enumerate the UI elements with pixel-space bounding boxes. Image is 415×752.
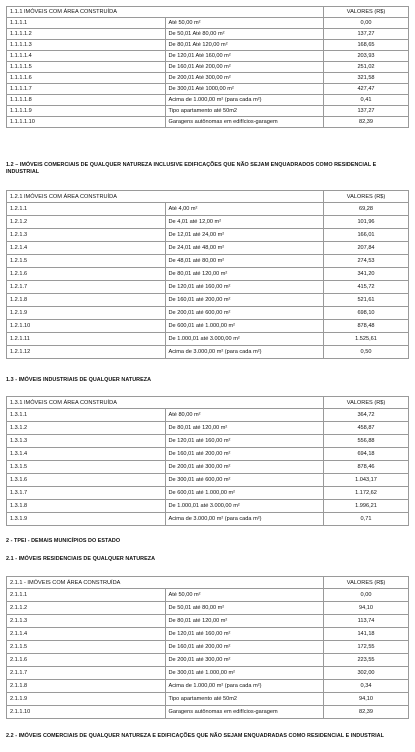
table-2-1-1 bbox=[6, 576, 409, 719]
row-value: 321,58 bbox=[324, 73, 409, 84]
section-heading-1-3: 1.3 - IMÓVEIS INDUSTRIAIS DE QUALQUER NATUREZA bbox=[6, 377, 152, 383]
table-header-row bbox=[7, 397, 409, 409]
row-code: 2.1.1.3 bbox=[7, 615, 166, 628]
row-description: Até 4,00 m² bbox=[165, 203, 324, 216]
row-description: De 300,01 Até 1000,00 m² bbox=[165, 84, 324, 95]
row-value: 0,50 bbox=[324, 346, 409, 359]
row-description: De 160,01 até 200,00 m² bbox=[165, 448, 324, 461]
row-code: 1.1.1.1.2 bbox=[7, 29, 166, 40]
row-code: 2.1.1.1 bbox=[7, 589, 166, 602]
row-code: 1.1.1.1.10 bbox=[7, 117, 166, 128]
row-description: De 200,01 até 300,00 m² bbox=[165, 461, 324, 474]
values-column-header: VALORES (R$) bbox=[324, 7, 409, 18]
row-description: De 600,01 até 1.000,00 m² bbox=[165, 320, 324, 333]
table-header-label: 2.1.1 - IMÓVEIS COM ÁREA CONSTRUÍDA bbox=[7, 577, 324, 589]
table-row bbox=[7, 422, 409, 435]
row-value: 141,18 bbox=[324, 628, 409, 641]
row-value: 427,47 bbox=[324, 84, 409, 95]
table-row bbox=[7, 294, 409, 307]
row-description: De 600,01 até 1.000,00 m² bbox=[165, 487, 324, 500]
row-value: 878,48 bbox=[324, 320, 409, 333]
row-code: 1.2.1.8 bbox=[7, 294, 166, 307]
table-row bbox=[7, 654, 409, 667]
row-value: 458,87 bbox=[324, 422, 409, 435]
row-code: 1.3.1.9 bbox=[7, 513, 166, 526]
table-1-1-1 bbox=[6, 6, 409, 128]
row-value: 113,74 bbox=[324, 615, 409, 628]
row-description: Acima de 3.000,00 m² (para cada m²) bbox=[165, 346, 324, 359]
section-heading-2-2: 2.2 - IMÓVEIS COMERCIAIS DE QUALQUER NATUREZA E EDIFICAÇÕES QUE NÃO SEJAM ENQUADRADAS COMO RESIDENCIAL E INDUSTRIAL bbox=[6, 733, 384, 739]
table-row bbox=[7, 320, 409, 333]
table-row bbox=[7, 346, 409, 359]
row-description: De 160,01 Até 200,00 m² bbox=[165, 62, 324, 73]
table-row bbox=[7, 216, 409, 229]
row-description: De 300,01 até 1.000,00 m² bbox=[165, 667, 324, 680]
row-description: De 1.000,01 até 3.000,00 m² bbox=[165, 333, 324, 346]
table-header-label: 1.2.1 IMÓVEIS COM ÁREA CONSTRUÍDA bbox=[7, 191, 324, 203]
row-code: 1.1.1.1.3 bbox=[7, 40, 166, 51]
row-value: 0,00 bbox=[324, 589, 409, 602]
row-description: De 1.000,01 até 3.000,00 m² bbox=[165, 500, 324, 513]
row-description: De 80,01 Até 120,00 m² bbox=[165, 40, 324, 51]
table-row bbox=[7, 62, 409, 73]
row-value: 69,28 bbox=[324, 203, 409, 216]
table-row bbox=[7, 628, 409, 641]
row-description: De 48,01 até 80,00 m² bbox=[165, 255, 324, 268]
row-description: De 120,01 até 160,00 m² bbox=[165, 281, 324, 294]
table-row bbox=[7, 18, 409, 29]
table-row bbox=[7, 615, 409, 628]
row-value: 341,20 bbox=[324, 268, 409, 281]
row-value: 101,96 bbox=[324, 216, 409, 229]
row-value: 1.172,62 bbox=[324, 487, 409, 500]
table-row bbox=[7, 435, 409, 448]
row-value: 94,10 bbox=[324, 693, 409, 706]
row-code: 1.2.1.9 bbox=[7, 307, 166, 320]
row-value: 274,53 bbox=[324, 255, 409, 268]
row-description: De 120,01 até 160,00 m² bbox=[165, 435, 324, 448]
row-value: 137,27 bbox=[324, 106, 409, 117]
row-description: Até 50,00 m² bbox=[165, 589, 324, 602]
row-code: 1.3.1.4 bbox=[7, 448, 166, 461]
row-code: 1.1.1.1.7 bbox=[7, 84, 166, 95]
table-row bbox=[7, 95, 409, 106]
row-description: Acima de 1.000,00 m² (para cada m²) bbox=[165, 95, 324, 106]
row-value: 223,55 bbox=[324, 654, 409, 667]
row-description: De 200,01 até 300,00 m² bbox=[165, 654, 324, 667]
row-value: 302,00 bbox=[324, 667, 409, 680]
table-row bbox=[7, 333, 409, 346]
row-code: 2.1.1.7 bbox=[7, 667, 166, 680]
table-row bbox=[7, 500, 409, 513]
row-value: 207,84 bbox=[324, 242, 409, 255]
table-header-row bbox=[7, 7, 409, 18]
row-description: Garagens autônomas em edifícios-garagem bbox=[165, 117, 324, 128]
table-row bbox=[7, 409, 409, 422]
row-code: 2.1.1.6 bbox=[7, 654, 166, 667]
row-description: De 300,01 até 600,00 m² bbox=[165, 474, 324, 487]
row-value: 415,72 bbox=[324, 281, 409, 294]
row-description: De 200,01 Até 300,00 m² bbox=[165, 73, 324, 84]
table-row bbox=[7, 513, 409, 526]
row-code: 1.3.1.7 bbox=[7, 487, 166, 500]
row-code: 1.1.1.1.5 bbox=[7, 62, 166, 73]
row-value: 137,27 bbox=[324, 29, 409, 40]
row-value: 0,41 bbox=[324, 95, 409, 106]
row-code: 1.1.1.1 bbox=[7, 18, 166, 29]
row-value: 203,93 bbox=[324, 51, 409, 62]
row-description: De 50,01 até 80,00 m² bbox=[165, 602, 324, 615]
section-heading-1-2: 1.2 – IMÓVEIS COMERCIAIS DE QUALQUER NATUREZA INCLUSIVE EDIFICAÇÕES QUE NÃO SEJAM ENQUADRADOS COMO RESIDENCIAL E INDUSTRIAL bbox=[6, 162, 377, 175]
table-row bbox=[7, 106, 409, 117]
row-code: 2.1.1.9 bbox=[7, 693, 166, 706]
row-code: 1.2.1.12 bbox=[7, 346, 166, 359]
row-code: 1.2.1.5 bbox=[7, 255, 166, 268]
row-description: Tipo apartamento até 50m2 bbox=[165, 106, 324, 117]
row-value: 82,39 bbox=[324, 706, 409, 719]
row-code: 1.3.1.2 bbox=[7, 422, 166, 435]
table-row bbox=[7, 706, 409, 719]
row-code: 1.3.1.3 bbox=[7, 435, 166, 448]
table-row bbox=[7, 268, 409, 281]
row-code: 1.2.1.6 bbox=[7, 268, 166, 281]
row-value: 82,39 bbox=[324, 117, 409, 128]
row-value: 0,71 bbox=[324, 513, 409, 526]
table-row bbox=[7, 461, 409, 474]
table-header-label: 1.3.1 IMÓVEIS COM ÁREA CONSTRUÍDA bbox=[7, 397, 324, 409]
row-value: 166,01 bbox=[324, 229, 409, 242]
row-description: Garagens autônomas em edifícios-garagem bbox=[165, 706, 324, 719]
row-description: Tipo apartamento até 50m2 bbox=[165, 693, 324, 706]
row-value: 1.996,21 bbox=[324, 500, 409, 513]
row-description: De 160,01 até 200,00 m² bbox=[165, 294, 324, 307]
row-code: 1.1.1.1.9 bbox=[7, 106, 166, 117]
row-code: 1.2.1.4 bbox=[7, 242, 166, 255]
row-description: De 80,01 até 120,00 m² bbox=[165, 268, 324, 281]
row-value: 0,00 bbox=[324, 18, 409, 29]
row-code: 2.1.1.8 bbox=[7, 680, 166, 693]
section-heading-2: 2 - TPEI - DEMAIS MUNICÍPIOS DO ESTADO bbox=[6, 538, 121, 544]
table-1-2-1 bbox=[6, 190, 409, 359]
row-description: De 160,01 até 200,00 m² bbox=[165, 641, 324, 654]
table-row bbox=[7, 40, 409, 51]
row-value: 878,46 bbox=[324, 461, 409, 474]
table-row bbox=[7, 117, 409, 128]
row-value: 94,10 bbox=[324, 602, 409, 615]
row-code: 2.1.1.10 bbox=[7, 706, 166, 719]
row-description: De 4,01 até 12,00 m² bbox=[165, 216, 324, 229]
section-heading-2-1: 2.1 - IMÓVEIS RESIDENCIAIS DE QUALQUER NATUREZA bbox=[6, 556, 156, 562]
row-value: 698,10 bbox=[324, 307, 409, 320]
row-description: De 80,01 até 120,00 m² bbox=[165, 615, 324, 628]
row-description: Até 50,00 m² bbox=[165, 18, 324, 29]
row-code: 1.2.1.2 bbox=[7, 216, 166, 229]
row-value: 364,72 bbox=[324, 409, 409, 422]
row-code: 2.1.1.4 bbox=[7, 628, 166, 641]
table-row bbox=[7, 641, 409, 654]
row-value: 0,34 bbox=[324, 680, 409, 693]
table-row bbox=[7, 29, 409, 40]
table-1-3-1 bbox=[6, 396, 409, 526]
table-row bbox=[7, 51, 409, 62]
row-value: 168,65 bbox=[324, 40, 409, 51]
row-code: 1.3.1.6 bbox=[7, 474, 166, 487]
table-row bbox=[7, 602, 409, 615]
row-code: 1.2.1.7 bbox=[7, 281, 166, 294]
row-code: 1.2.1.3 bbox=[7, 229, 166, 242]
row-value: 521,61 bbox=[324, 294, 409, 307]
row-value: 1.043,17 bbox=[324, 474, 409, 487]
table-row bbox=[7, 73, 409, 84]
row-value: 172,55 bbox=[324, 641, 409, 654]
row-description: De 200,01 até 600,00 m² bbox=[165, 307, 324, 320]
row-value: 694,18 bbox=[324, 448, 409, 461]
values-column-header: VALORES (R$) bbox=[324, 191, 409, 203]
table-row bbox=[7, 680, 409, 693]
row-description: De 24,01 até 48,00 m² bbox=[165, 242, 324, 255]
table-row bbox=[7, 307, 409, 320]
row-code: 1.3.1.1 bbox=[7, 409, 166, 422]
table-row bbox=[7, 255, 409, 268]
table-header-row bbox=[7, 577, 409, 589]
row-description: De 12,01 até 24,00 m² bbox=[165, 229, 324, 242]
row-description: De 80,01 até 120,00 m² bbox=[165, 422, 324, 435]
values-column-header: VALORES (R$) bbox=[324, 397, 409, 409]
row-description: Acima de 1.000,00 m² (para cada m²) bbox=[165, 680, 324, 693]
row-description: De 50,01 Até 80,00 m² bbox=[165, 29, 324, 40]
table-row bbox=[7, 203, 409, 216]
table-row bbox=[7, 448, 409, 461]
row-value: 251,02 bbox=[324, 62, 409, 73]
row-description: De 120,01 Até 160,00 m² bbox=[165, 51, 324, 62]
table-row bbox=[7, 84, 409, 95]
row-code: 1.1.1.1.4 bbox=[7, 51, 166, 62]
row-code: 1.2.1.1 bbox=[7, 203, 166, 216]
row-code: 1.3.1.8 bbox=[7, 500, 166, 513]
row-code: 1.3.1.5 bbox=[7, 461, 166, 474]
table-row bbox=[7, 693, 409, 706]
row-value: 556,88 bbox=[324, 435, 409, 448]
table-row bbox=[7, 281, 409, 294]
values-column-header: VALORES (R$) bbox=[324, 577, 409, 589]
row-code: 1.1.1.1.6 bbox=[7, 73, 166, 84]
table-row bbox=[7, 474, 409, 487]
table-row bbox=[7, 229, 409, 242]
table-row bbox=[7, 487, 409, 500]
table-header-label: 1.1.1 IMÓVEIS COM ÁREA CONSTRUÍDA bbox=[7, 7, 324, 18]
row-code: 2.1.1.2 bbox=[7, 602, 166, 615]
table-header-row bbox=[7, 191, 409, 203]
row-description: Acima de 3.000,00 m² (para cada m²) bbox=[165, 513, 324, 526]
row-code: 2.1.1.5 bbox=[7, 641, 166, 654]
row-code: 1.1.1.1.8 bbox=[7, 95, 166, 106]
row-description: De 120,01 até 160,00 m² bbox=[165, 628, 324, 641]
table-row bbox=[7, 667, 409, 680]
row-value: 1.525,61 bbox=[324, 333, 409, 346]
row-code: 1.2.1.10 bbox=[7, 320, 166, 333]
row-description: Até 80,00 m² bbox=[165, 409, 324, 422]
table-row bbox=[7, 242, 409, 255]
row-code: 1.2.1.11 bbox=[7, 333, 166, 346]
table-row bbox=[7, 589, 409, 602]
